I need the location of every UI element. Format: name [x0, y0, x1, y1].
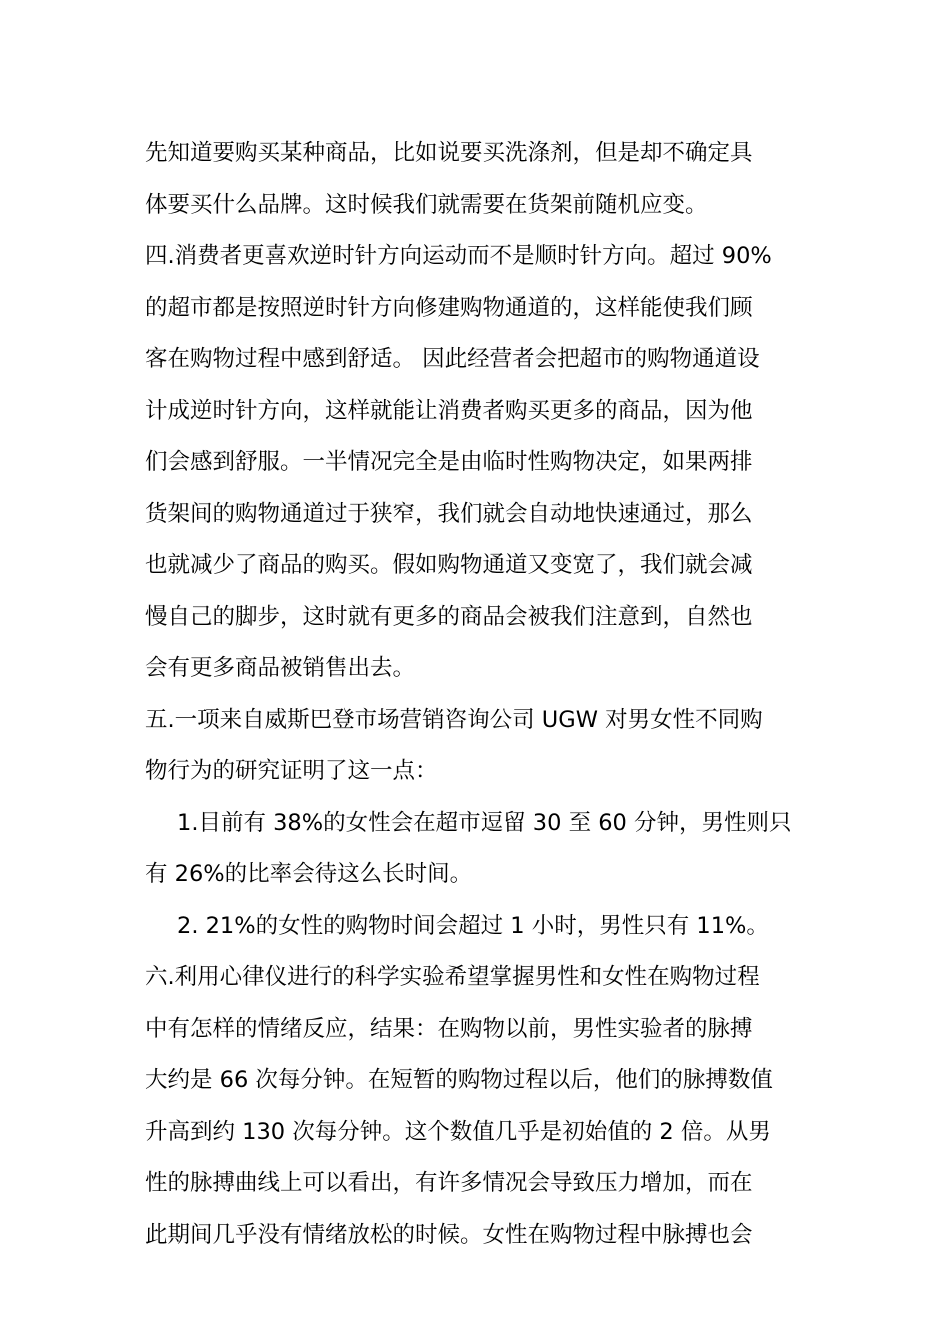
section-four-heading-line: 四.消费者更喜欢逆时针方向运动而不是顺时针方向。超过 90%: [145, 243, 772, 269]
text-line: 先知道要购买某种商品，比如说要买洗涤剂，但是却不确定具: [145, 140, 753, 166]
text-line: 慢自己的脚步，这时就有更多的商品会被我们注意到，自然也: [145, 603, 753, 630]
text-line: 体要买什么品牌。这时候我们就需要在货架前随机应变。: [145, 191, 708, 218]
text-line: 中有怎样的情绪反应，结果：在购物以前，男性实验者的脉搏: [145, 1015, 753, 1042]
text-line: 性的脉搏曲线上可以看出，有许多情况会导致压力增加，而在: [145, 1170, 753, 1196]
text-line: 大约是 66 次每分钟。在短暂的购物过程以后，他们的脉搏数值: [145, 1067, 773, 1093]
text-line: 有 26%的比率会待这么长时间。: [145, 861, 473, 887]
list-item-1: 1.目前有 38%的女性会在超市逗留 30 至 60 分钟，男性则只: [177, 809, 792, 836]
text-line: 们会感到舒服。一半情况完全是由临时性购物决定，如果两排: [145, 449, 753, 475]
section-five-heading-line: 五.一项来自威斯巴登市场营销咨询公司 UGW 对男女性不同购: [145, 706, 763, 733]
section-six-heading-line: 六.利用心律仪进行的科学实验希望掌握男性和女性在购物过程: [145, 964, 760, 990]
text-line: 物行为的研究证明了这一点：: [145, 758, 438, 784]
text-line: 此期间几乎没有情绪放松的时候。女性在购物过程中脉搏也会: [145, 1221, 753, 1248]
text-line: 升高到约 130 次每分钟。这个数值几乎是初始值的 2 倍。从男: [145, 1118, 771, 1145]
text-line: 也就减少了商品的购买。假如购物通道又变宽了，我们就会减: [145, 552, 753, 578]
text-line: 客在购物过程中感到舒适。 因此经营者会把超市的购物通道设: [145, 346, 760, 372]
text-line: 会有更多商品被销售出去。: [145, 655, 416, 681]
text-line: 计成逆时针方向，这样就能让消费者购买更多的商品，因为他: [145, 397, 753, 424]
list-item-2: 2. 21%的女性的购物时间会超过 1 小时，男性只有 11%。: [177, 912, 769, 939]
body-text: [145, 128, 825, 1261]
text-line: 货架间的购物通道过于狭窄，我们就会自动地快速通过，那么: [145, 500, 753, 527]
text-line: 的超市都是按照逆时针方向修建购物通道的，这样能使我们顾: [145, 294, 753, 321]
